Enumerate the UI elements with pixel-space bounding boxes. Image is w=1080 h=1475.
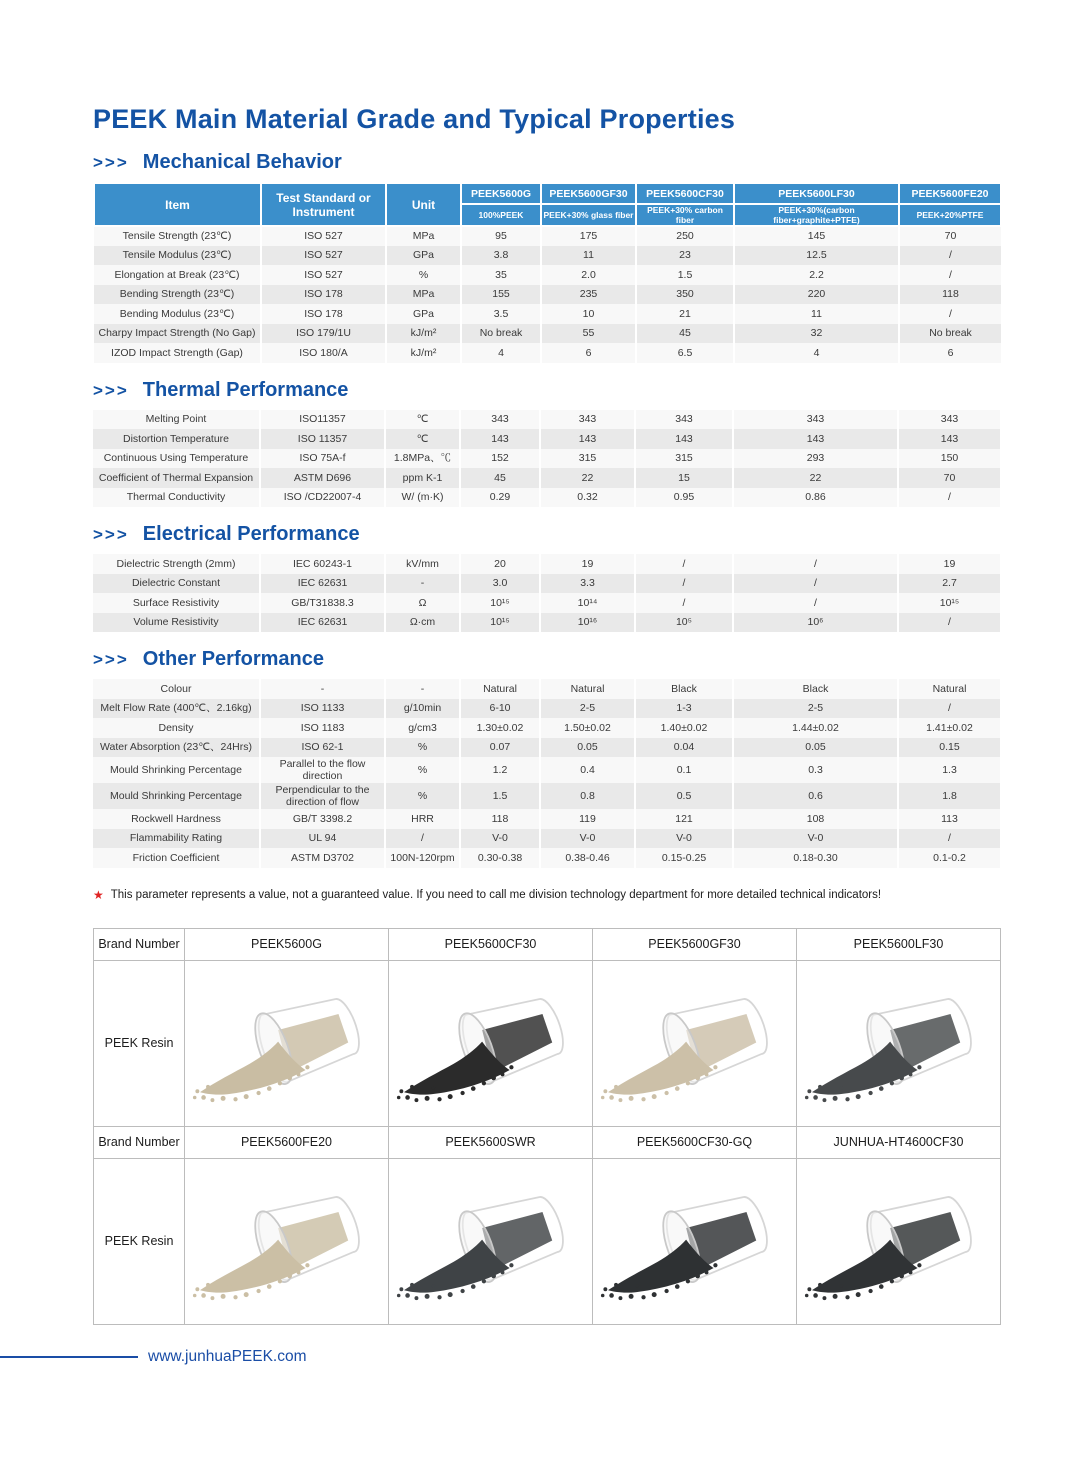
cell: Bending Modulus (23℃) — [94, 304, 261, 324]
cell: % — [385, 783, 460, 809]
cell: g/cm3 — [385, 718, 460, 738]
cell: ISO11357 — [260, 410, 385, 430]
col-header-grade-desc: PEEK+30% glass fiber — [541, 204, 636, 226]
cell: V-0 — [540, 829, 635, 849]
brand-name: PEEK5600CF30 — [389, 928, 593, 960]
cell: 3.0 — [460, 574, 540, 594]
cell: Elongation at Break (23℃) — [94, 265, 261, 285]
product-image-cell — [389, 1158, 593, 1324]
cell: 21 — [636, 304, 734, 324]
cell: GPa — [386, 304, 461, 324]
cell: 0.04 — [635, 738, 733, 758]
cell: MPa — [386, 285, 461, 305]
cell: Natural — [540, 679, 635, 699]
cell: 1.44±0.02 — [733, 718, 898, 738]
table-row — [93, 757, 1000, 783]
cell: 119 — [540, 809, 635, 829]
cell: ASTM D3702 — [260, 848, 385, 868]
cell: 0.32 — [540, 488, 635, 508]
cell: Natural — [460, 679, 540, 699]
cell: / — [635, 574, 733, 594]
cell: 3.8 — [461, 246, 541, 266]
cell: 10⁵ — [635, 613, 733, 633]
product-image-cell — [593, 960, 797, 1126]
cell: 143 — [898, 429, 1000, 449]
cell: 0.8 — [540, 783, 635, 809]
cell: 70 — [899, 226, 1001, 246]
col-header-grade: PEEK5600GF30 — [541, 183, 636, 204]
cell: - — [385, 574, 460, 594]
cell: 343 — [635, 410, 733, 430]
cell: 118 — [460, 809, 540, 829]
cell: Perpendicular to the direction of flow — [260, 783, 385, 809]
col-header-grade: PEEK5600G — [461, 183, 541, 204]
cell: 10¹⁵ — [460, 613, 540, 633]
table-row — [93, 829, 1000, 849]
cell: 2-5 — [540, 699, 635, 719]
col-header-grade: PEEK5600LF30 — [734, 183, 899, 204]
table-row — [93, 809, 1000, 829]
resin-pellets-image — [597, 975, 793, 1117]
section-title: Other Performance — [142, 648, 324, 670]
resin-pellets-image — [189, 975, 385, 1117]
cell: 143 — [733, 429, 898, 449]
cell: Ω — [385, 593, 460, 613]
cell: 150 — [898, 449, 1000, 469]
section-heading-electrical — [93, 523, 1000, 546]
cell: 143 — [635, 429, 733, 449]
peek-resin-label: PEEK Resin — [94, 960, 185, 1126]
cell: No break — [899, 324, 1001, 344]
cell: 10 — [541, 304, 636, 324]
cell: 155 — [461, 285, 541, 305]
cell: / — [899, 246, 1001, 266]
cell: ℃ — [385, 410, 460, 430]
section-marker: >>> — [93, 380, 129, 400]
brand-name: PEEK5600SWR — [389, 1126, 593, 1158]
table-row — [93, 429, 1000, 449]
cell: 95 — [461, 226, 541, 246]
table-row — [93, 613, 1000, 633]
section-heading-thermal — [93, 379, 1000, 402]
cell: Rockwell Hardness — [93, 809, 260, 829]
mechanical-table-header — [94, 183, 1001, 226]
resin-pellets-image — [393, 975, 589, 1117]
cell: 19 — [540, 554, 635, 574]
cell: 6 — [899, 343, 1001, 363]
section-title: Thermal Performance — [142, 378, 349, 401]
table-row — [93, 488, 1000, 508]
cell: kJ/m² — [386, 324, 461, 344]
cell: 108 — [733, 809, 898, 829]
cell: 118 — [899, 285, 1001, 305]
cell: 4 — [461, 343, 541, 363]
brand-name: PEEK5600CF30-GQ — [593, 1126, 797, 1158]
cell: 315 — [635, 449, 733, 469]
cell: ppm K-1 — [385, 468, 460, 488]
cell: 0.18-0.30 — [733, 848, 898, 868]
electrical-table — [93, 554, 1000, 632]
cell: 0.1 — [635, 757, 733, 783]
col-header-grade: PEEK5600CF30 — [636, 183, 734, 204]
cell: 3.5 — [461, 304, 541, 324]
cell: ISO 1133 — [260, 699, 385, 719]
brand-number-label: Brand Number — [94, 1126, 185, 1158]
cell: No break — [461, 324, 541, 344]
cell: 22 — [540, 468, 635, 488]
cell: 220 — [734, 285, 899, 305]
table-row — [93, 783, 1000, 809]
cell: / — [733, 593, 898, 613]
cell: / — [898, 829, 1000, 849]
cell: 0.15 — [898, 738, 1000, 758]
cell: 0.1-0.2 — [898, 848, 1000, 868]
cell: 1.30±0.02 — [460, 718, 540, 738]
col-header-grade-desc: 100%PEEK — [461, 204, 541, 226]
cell: Black — [733, 679, 898, 699]
cell: / — [733, 574, 898, 594]
table-row — [93, 718, 1000, 738]
cell: 343 — [460, 410, 540, 430]
cell: / — [898, 613, 1000, 633]
cell: 0.07 — [460, 738, 540, 758]
cell: Dielectric Constant — [93, 574, 260, 594]
cell: 45 — [636, 324, 734, 344]
cell: Dielectric Strength (2mm) — [93, 554, 260, 574]
other-table — [93, 679, 1000, 868]
cell: 22 — [733, 468, 898, 488]
resin-pellets-image — [597, 1173, 793, 1315]
table-row — [93, 699, 1000, 719]
cell: Natural — [898, 679, 1000, 699]
disclaimer-note — [93, 888, 1000, 902]
cell: kJ/m² — [386, 343, 461, 363]
cell: 15 — [635, 468, 733, 488]
cell: 0.6 — [733, 783, 898, 809]
cell: 143 — [460, 429, 540, 449]
section-heading-other — [93, 648, 1000, 671]
cell: 250 — [636, 226, 734, 246]
section-marker: >>> — [93, 153, 129, 172]
cell: ISO 178 — [261, 285, 386, 305]
cell: ISO 75A-f — [260, 449, 385, 469]
cell: ISO 11357 — [260, 429, 385, 449]
brand-name: PEEK5600FE20 — [185, 1126, 389, 1158]
cell: W/ (m·K) — [385, 488, 460, 508]
cell: IEC 62631 — [260, 613, 385, 633]
table-row — [93, 468, 1000, 488]
cell: 0.95 — [635, 488, 733, 508]
product-table-1 — [93, 928, 1001, 1127]
brand-name: PEEK5600G — [185, 928, 389, 960]
cell: 2.7 — [898, 574, 1000, 594]
col-header-grade-desc: PEEK+30%(carbon fiber+graphite+PTFE) — [734, 204, 899, 226]
cell: 19 — [898, 554, 1000, 574]
cell: IZOD Impact Strength (Gap) — [94, 343, 261, 363]
cell: 1.5 — [636, 265, 734, 285]
cell: Density — [93, 718, 260, 738]
cell: ISO 62-1 — [260, 738, 385, 758]
cell: 143 — [540, 429, 635, 449]
cell: 0.30-0.38 — [460, 848, 540, 868]
table-row — [94, 226, 1001, 246]
cell: - — [260, 679, 385, 699]
cell: 1.41±0.02 — [898, 718, 1000, 738]
cell: V-0 — [635, 829, 733, 849]
cell: - — [385, 679, 460, 699]
page-content — [93, 0, 1000, 1325]
cell: 0.15-0.25 — [635, 848, 733, 868]
cell: Bending Strength (23℃) — [94, 285, 261, 305]
cell: ISO 179/1U — [261, 324, 386, 344]
page-footer — [0, 1348, 307, 1366]
cell: ISO 527 — [261, 226, 386, 246]
cell: 4 — [734, 343, 899, 363]
page-title: PEEK Main Material Grade and Typical Properties — [93, 104, 736, 134]
peek-resin-label: PEEK Resin — [94, 1158, 185, 1324]
cell: ISO 527 — [261, 265, 386, 285]
table-row — [94, 343, 1001, 363]
cell: Thermal Conductivity — [93, 488, 260, 508]
cell: g/10min — [385, 699, 460, 719]
cell: 1.40±0.02 — [635, 718, 733, 738]
cell: V-0 — [733, 829, 898, 849]
cell: 6-10 — [460, 699, 540, 719]
cell: 32 — [734, 324, 899, 344]
cell: 3.3 — [540, 574, 635, 594]
cell: 1-3 — [635, 699, 733, 719]
cell: / — [898, 488, 1000, 508]
cell: Charpy Impact Strength (No Gap) — [94, 324, 261, 344]
cell: 10¹⁵ — [898, 593, 1000, 613]
brand-number-label: Brand Number — [94, 928, 185, 960]
footer-url-link[interactable]: www.junhuaPEEK.com — [148, 1348, 307, 1365]
cell: 1.8MPa、℃ — [385, 449, 460, 469]
cell: IEC 60243-1 — [260, 554, 385, 574]
cell: % — [385, 738, 460, 758]
section-heading-mechanical — [93, 151, 1000, 174]
cell: 35 — [461, 265, 541, 285]
cell: Flammability Rating — [93, 829, 260, 849]
cell: 145 — [734, 226, 899, 246]
cell: 10¹⁶ — [540, 613, 635, 633]
col-header-item: Item — [94, 183, 261, 226]
table-row — [94, 265, 1001, 285]
table-row — [93, 449, 1000, 469]
product-image-cell — [797, 1158, 1001, 1324]
col-header-grade: PEEK5600FE20 — [899, 183, 1001, 204]
resin-pellets-image — [801, 975, 997, 1117]
cell: 1.2 — [460, 757, 540, 783]
cell: UL 94 — [260, 829, 385, 849]
cell: % — [385, 757, 460, 783]
cell: 2.2 — [734, 265, 899, 285]
cell: Mould Shrinking Percentage — [93, 783, 260, 809]
cell: 0.4 — [540, 757, 635, 783]
cell: 10¹⁴ — [540, 593, 635, 613]
cell: Volume Resistivity — [93, 613, 260, 633]
brand-name: PEEK5600LF30 — [797, 928, 1001, 960]
cell: Mould Shrinking Percentage — [93, 757, 260, 783]
cell: 0.5 — [635, 783, 733, 809]
product-grid — [93, 928, 1000, 1325]
col-header-grade-desc: PEEK+30% carbon fiber — [636, 204, 734, 226]
cell: ISO 527 — [261, 246, 386, 266]
cell: GB/T31838.3 — [260, 593, 385, 613]
cell: 2-5 — [733, 699, 898, 719]
cell: Ω·cm — [385, 613, 460, 633]
cell: 0.86 — [733, 488, 898, 508]
section-marker: >>> — [93, 525, 129, 544]
cell: ISO /CD22007-4 — [260, 488, 385, 508]
cell: 0.38-0.46 — [540, 848, 635, 868]
cell: 152 — [460, 449, 540, 469]
cell: / — [898, 699, 1000, 719]
cell: Parallel to the flow direction — [260, 757, 385, 783]
cell: 0.3 — [733, 757, 898, 783]
cell: 113 — [898, 809, 1000, 829]
product-image-cell — [797, 960, 1001, 1126]
cell: ℃ — [385, 429, 460, 449]
cell: 293 — [733, 449, 898, 469]
cell: Surface Resistivity — [93, 593, 260, 613]
cell: 1.3 — [898, 757, 1000, 783]
cell: 343 — [898, 410, 1000, 430]
cell: Melt Flow Rate (400℃、2.16kg) — [93, 699, 260, 719]
cell: 10⁶ — [733, 613, 898, 633]
cell: Continuous Using Temperature — [93, 449, 260, 469]
table-row — [93, 574, 1000, 594]
cell: 100N-120rpm — [385, 848, 460, 868]
cell: Melting Point — [93, 410, 260, 430]
cell: / — [635, 593, 733, 613]
cell: GPa — [386, 246, 461, 266]
table-row — [94, 285, 1001, 305]
cell: / — [635, 554, 733, 574]
cell: MPa — [386, 226, 461, 246]
cell: ISO 180/A — [261, 343, 386, 363]
cell: 343 — [733, 410, 898, 430]
cell: / — [899, 304, 1001, 324]
cell: 175 — [541, 226, 636, 246]
cell: 121 — [635, 809, 733, 829]
table-row — [93, 679, 1000, 699]
cell: 70 — [898, 468, 1000, 488]
mechanical-table — [93, 182, 1002, 363]
table-row — [94, 246, 1001, 266]
product-table-2 — [93, 1126, 1001, 1325]
table-row — [93, 593, 1000, 613]
brand-name: PEEK5600GF30 — [593, 928, 797, 960]
cell: 20 — [460, 554, 540, 574]
cell: Tensile Strength (23℃) — [94, 226, 261, 246]
col-header-standard: Test Standard or Instrument — [261, 183, 386, 226]
cell: Black — [635, 679, 733, 699]
cell: IEC 62631 — [260, 574, 385, 594]
cell: % — [386, 265, 461, 285]
section-title: Electrical Performance — [142, 523, 360, 545]
cell: / — [733, 554, 898, 574]
product-image-cell — [593, 1158, 797, 1324]
thermal-table — [93, 410, 1000, 508]
disclaimer-text: This parameter represents a value, not a guaranteed value. If you need to call me division technology department for more detailed technical indicators! — [110, 888, 882, 901]
table-row — [94, 324, 1001, 344]
cell: 343 — [540, 410, 635, 430]
table-row — [93, 554, 1000, 574]
cell: 2.0 — [541, 265, 636, 285]
cell: 12.5 — [734, 246, 899, 266]
cell: Coefficient of Thermal Expansion — [93, 468, 260, 488]
footer-rule — [0, 1356, 138, 1358]
product-image-cell — [185, 1158, 389, 1324]
cell: Colour — [93, 679, 260, 699]
resin-pellets-image — [393, 1173, 589, 1315]
cell: 315 — [540, 449, 635, 469]
cell: 1.8 — [898, 783, 1000, 809]
brand-name: JUNHUA-HT4600CF30 — [797, 1126, 1001, 1158]
cell: 0.05 — [733, 738, 898, 758]
cell: 0.29 — [460, 488, 540, 508]
resin-pellets-image — [801, 1173, 997, 1315]
col-header-grade-desc: PEEK+20%PTFE — [899, 204, 1001, 226]
cell: V-0 — [460, 829, 540, 849]
cell: 55 — [541, 324, 636, 344]
cell: 350 — [636, 285, 734, 305]
cell: 0.05 — [540, 738, 635, 758]
cell: 45 — [460, 468, 540, 488]
cell: 235 — [541, 285, 636, 305]
cell: Friction Coefficient — [93, 848, 260, 868]
table-row — [93, 738, 1000, 758]
table-row — [93, 848, 1000, 868]
cell: / — [899, 265, 1001, 285]
table-row — [94, 304, 1001, 324]
table-row — [93, 410, 1000, 430]
product-image-cell — [185, 960, 389, 1126]
cell: ISO 1183 — [260, 718, 385, 738]
cell: Tensile Modulus (23℃) — [94, 246, 261, 266]
cell: 23 — [636, 246, 734, 266]
section-title: Mechanical Behavior — [142, 151, 342, 173]
cell: 11 — [734, 304, 899, 324]
cell: Water Absorption (23℃、24Hrs) — [93, 738, 260, 758]
cell: ASTM D696 — [260, 468, 385, 488]
cell: 11 — [541, 246, 636, 266]
product-image-cell — [389, 960, 593, 1126]
cell: HRR — [385, 809, 460, 829]
cell: kV/mm — [385, 554, 460, 574]
col-header-unit: Unit — [386, 183, 461, 226]
cell: 1.5 — [460, 783, 540, 809]
cell: Distortion Temperature — [93, 429, 260, 449]
cell: ISO 178 — [261, 304, 386, 324]
cell: 10¹⁵ — [460, 593, 540, 613]
section-marker: >>> — [93, 650, 129, 669]
resin-pellets-image — [189, 1173, 385, 1315]
cell: / — [385, 829, 460, 849]
cell: 6.5 — [636, 343, 734, 363]
star-icon: ★ — [93, 887, 104, 902]
cell: GB/T 3398.2 — [260, 809, 385, 829]
cell: 1.50±0.02 — [540, 718, 635, 738]
cell: 6 — [541, 343, 636, 363]
